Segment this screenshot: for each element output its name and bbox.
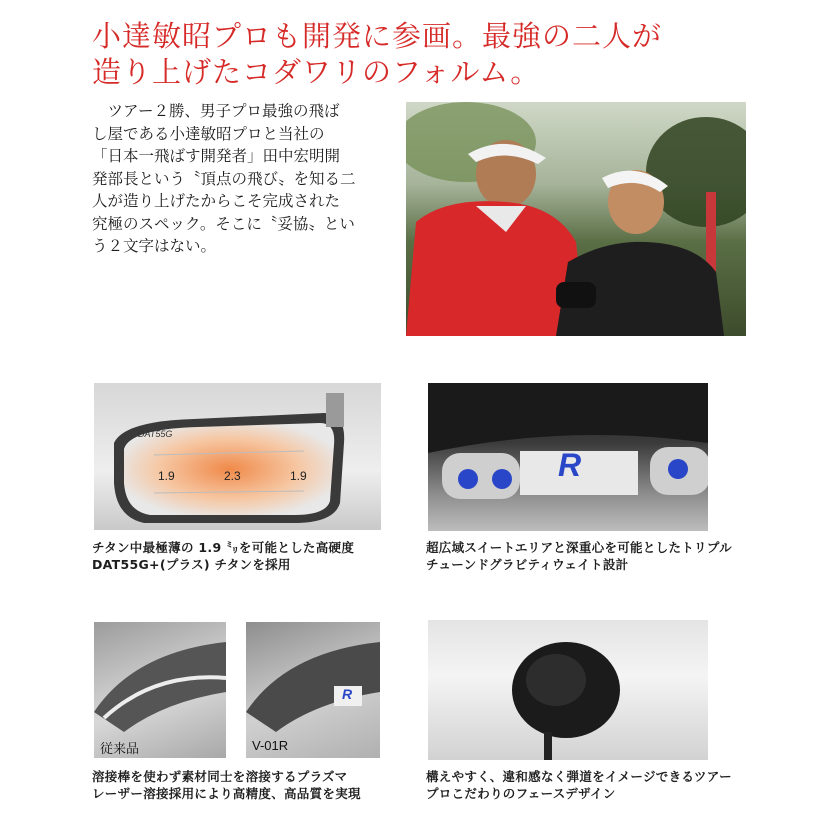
golfers-illustration	[406, 102, 746, 336]
intro-line: 究極のスペック。そこに〝妥協〟とい	[92, 214, 355, 233]
thickness-right: 1.9	[290, 469, 307, 483]
headline-line-1: 小達敏昭プロも開発に参画。最強の二人が	[92, 19, 663, 53]
face-caption-line: 構えやすく、違和感なく弾道をイメージできるツアー	[426, 769, 732, 784]
intro-paragraph	[92, 100, 398, 258]
intro-line: 「日本一飛ばす開発者」田中宏明開	[92, 147, 341, 165]
driver-face-illustration	[94, 383, 381, 530]
sole-caption	[426, 539, 732, 573]
small-r-logo: R	[342, 686, 353, 702]
sole-caption-line: チューンドグラビティウェイト設計	[426, 557, 629, 572]
conventional-weld-panel	[94, 622, 226, 758]
thickness-left: 1.9	[158, 469, 175, 483]
weld-caption-line: 溶接棒を使わず素材同士を溶接するプラズマ	[92, 769, 348, 784]
golfers-photo	[406, 102, 746, 336]
r-logo: R	[558, 447, 582, 483]
headline-line-2: 造り上げたコダワリのフォルム。	[92, 55, 541, 89]
face-caption	[426, 768, 732, 802]
driver-brand-label: DAT55G	[138, 429, 173, 439]
intro-line: ツアー２勝、男子プロ最強の飛ば	[92, 102, 340, 120]
sole-caption-line: 超広域スイートエリアと深重心を可能としたトリプル	[426, 540, 732, 555]
v01r-weld-panel	[246, 622, 380, 758]
face-design-panel	[428, 620, 708, 760]
intro-line: う２文字はない。	[92, 237, 217, 255]
headline	[92, 18, 792, 90]
driver-address-illustration	[428, 620, 708, 760]
driver-caption-line: DAT55G+(プラス) チタンを採用	[92, 557, 291, 572]
conventional-label: 従来品	[100, 741, 140, 756]
intro-line: 発部長という〝頂点の飛び〟を知る二	[92, 169, 356, 188]
driver-caption-line: チタン中最極薄の 1.9 ㍉を可能とした高硬度	[92, 540, 355, 555]
weld-caption	[92, 768, 361, 802]
thickness-center: 2.3	[224, 469, 241, 483]
v01r-label: V-01R	[252, 738, 289, 753]
face-caption-line: プロこだわりのフェースデザイン	[426, 786, 616, 801]
weld-caption-line: レーザー溶接採用により高精度、高品質を実現	[92, 786, 361, 801]
sole-weight-panel	[428, 383, 708, 531]
driver-caption	[92, 539, 354, 573]
driver-face-panel	[94, 383, 381, 530]
intro-line: 人が造り上げたからこそ完成された	[92, 192, 341, 210]
intro-line: し屋である小達敏昭プロと当社の	[92, 124, 325, 143]
